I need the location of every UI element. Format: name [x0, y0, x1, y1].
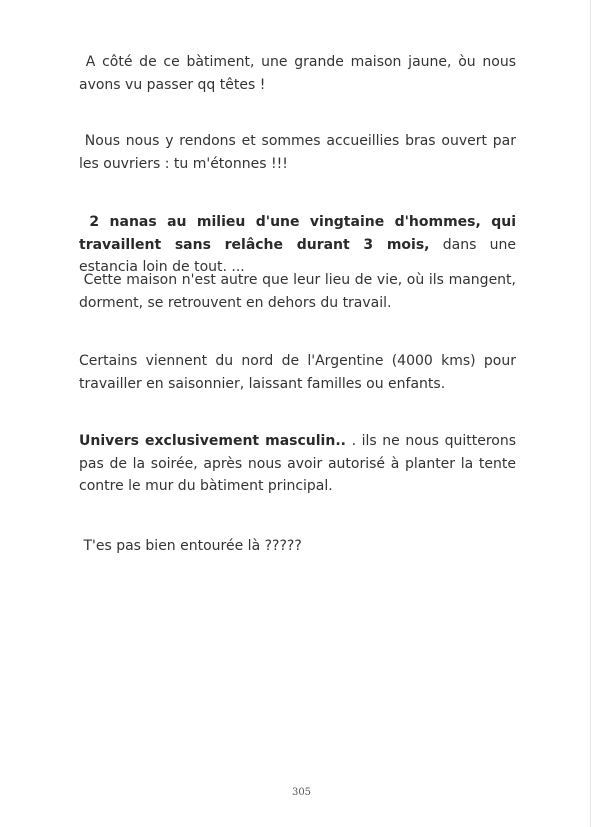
paragraph-text: Nous nous y rendons et sommes accueillies bras ouvert par les ouvriers : tu m'étonnes !!! — [79, 133, 521, 172]
paragraph-yellow-house — [79, 51, 521, 96]
paragraph-text: Cette maison n'est autre que leur lieu de vie, où ils mangent, dorment, se retrouvent en dehors du travail. — [79, 272, 521, 311]
paragraph-bold-text: 2 nanas au milieu d'une vingtaine d'hommes, qui travaillent sans relâche durant 3 mois, — [79, 214, 521, 253]
paragraph-text: dans une estancia loin de tout. ... — [79, 236, 521, 275]
paragraph-living-place — [79, 269, 521, 314]
paragraph-welcomed — [79, 130, 521, 175]
paragraph-text: T'es pas bien entourée là ????? — [79, 538, 302, 554]
page-number: 305 — [291, 787, 312, 798]
paragraph-masculine-universe — [79, 430, 521, 498]
paragraph-text: Certains viennent du nord de l'Argentine (4000 kms) pour travailler en saisonnier, laissant familles ou enfants. — [79, 353, 521, 392]
paragraph-seasonal-workers — [79, 350, 521, 395]
paragraph-surrounded — [79, 535, 516, 558]
paragraph-text: A côté de ce bàtiment, une grande maison jaune, òu nous avons vu passer qq têtes ! — [79, 54, 521, 93]
paragraph-text: . ils ne nous quitterons pas de la soirée, après nous avoir autorisé à planter la tente contre le mur du bàtiment principal. — [79, 433, 521, 494]
paragraph-bold-text: Univers exclusivement masculin.. — [79, 433, 346, 449]
